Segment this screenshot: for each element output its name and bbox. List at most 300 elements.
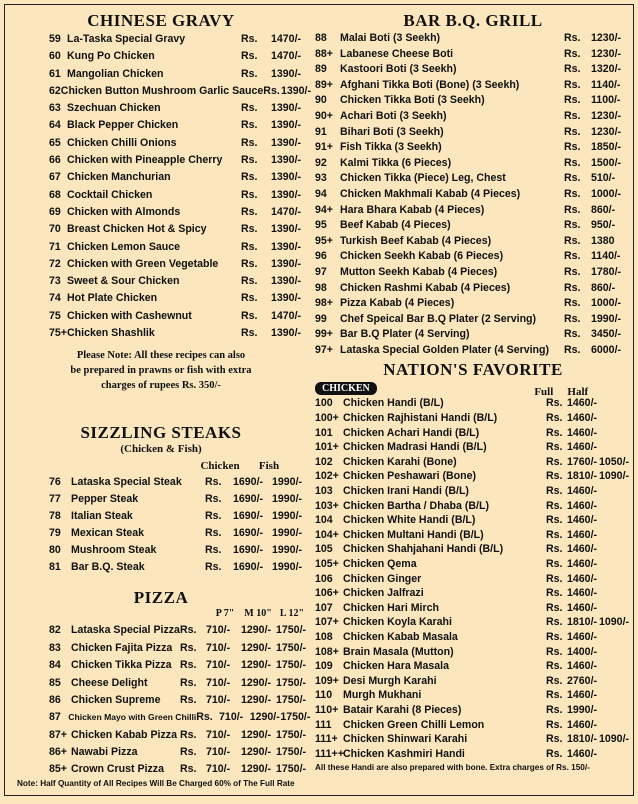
item-price: 1990/- — [591, 312, 622, 325]
item-name: Beef Kabab (4 Pieces) — [340, 219, 451, 232]
item-price: 710/- — [206, 746, 231, 759]
item-price: 1460/- — [567, 441, 598, 454]
menu-item — [11, 559, 311, 576]
item-price: 1780/- — [591, 265, 622, 278]
menu-item — [11, 117, 311, 134]
item-price: 1290/- — [241, 641, 272, 654]
currency-label: Rs. — [180, 676, 197, 689]
item-number: 101+ — [315, 441, 339, 454]
item-price: 1750/- — [276, 676, 307, 689]
currency-label: Rs. — [546, 528, 563, 541]
currency-label: Rs. — [564, 78, 581, 91]
menu-item — [11, 273, 311, 290]
menu-item — [315, 688, 631, 703]
item-number: 87+ — [49, 728, 67, 741]
currency-label: Rs. — [546, 543, 563, 556]
menu-item — [315, 31, 631, 47]
item-number: 111 — [315, 718, 332, 731]
currency-label: Rs. — [205, 561, 222, 574]
item-name: La-Taska Special Gravy — [67, 33, 186, 45]
menu-item — [315, 645, 631, 660]
item-price: 1690/- — [233, 493, 264, 506]
item-price: 1390/- — [271, 188, 302, 201]
menu-item — [11, 622, 311, 639]
item-price: 1850/- — [591, 141, 622, 154]
item-price: 1750/- — [276, 728, 307, 741]
currency-label: Rs. — [241, 223, 258, 236]
pizza-title: PIZZA — [133, 588, 189, 608]
pizza-col-l: L 12" — [279, 608, 305, 620]
item-name: Pepper Steak — [71, 493, 139, 506]
item-number: 79 — [49, 527, 61, 540]
menu-item — [315, 327, 631, 343]
item-number: 88+ — [315, 47, 333, 60]
item-name: Chicken Supreme — [71, 693, 161, 706]
menu-item — [315, 171, 631, 187]
item-name: Achari Boti (3 Seekh) — [340, 109, 447, 122]
currency-label: Rs. — [564, 156, 581, 169]
item-name: Chicken Tikka (Piece) Leg, Chest — [340, 172, 506, 185]
item-name: Kung Po Chicken — [67, 50, 155, 63]
menu-item — [315, 542, 631, 557]
item-name: Mutton Seekh Kabab (4 Pieces) — [340, 265, 498, 278]
nations-title: NATION'S FAVORITE — [383, 360, 563, 380]
item-number: 92 — [315, 156, 327, 169]
item-name: Chicken Shashlik — [67, 327, 155, 340]
sizzling-title: SIZZLING STEAKS — [80, 423, 242, 443]
item-price: 1760/- — [567, 455, 598, 468]
item-price: 3450/- — [591, 328, 622, 341]
item-name: Mangolian Chicken — [67, 67, 164, 80]
item-number: 83 — [49, 641, 61, 654]
menu-item — [315, 732, 631, 747]
currency-label: Rs. — [180, 624, 197, 637]
item-price: 1320/- — [591, 63, 622, 76]
gravy-note-line: Please Note: All these recipes can also — [76, 350, 246, 362]
item-name: Batair Karahi (8 Pieces) — [343, 703, 462, 716]
currency-label: Rs. — [564, 141, 581, 154]
menu-item — [315, 630, 631, 645]
item-price: 1390/- — [271, 136, 302, 149]
item-price: 710/- — [206, 641, 231, 654]
currency-label: Rs. — [180, 641, 197, 654]
item-price: 1810/- — [567, 733, 598, 746]
item-name: Chicken Jalfrazi — [343, 587, 424, 600]
right-column — [315, 11, 631, 772]
sizzling-subtitle: (Chicken & Fish) — [120, 443, 202, 456]
currency-label: Rs. — [180, 763, 197, 776]
item-number: 104 — [315, 514, 333, 527]
currency-label: Rs. — [263, 84, 280, 97]
currency-label: Rs. — [546, 412, 563, 425]
menu-item — [315, 674, 631, 689]
currency-label: Rs. — [564, 32, 581, 44]
item-price: 1500/- — [591, 156, 622, 169]
item-price: 1460/- — [567, 514, 598, 527]
item-number: 100+ — [315, 412, 339, 425]
item-price: 1140/- — [591, 78, 621, 91]
item-price: 1460/- — [567, 689, 598, 702]
item-price: 1000/- — [591, 297, 622, 310]
currency-label: Rs. — [546, 645, 563, 658]
item-price: 1390/- — [271, 102, 302, 115]
chicken-badge: CHICKEN — [315, 382, 377, 395]
left-column — [11, 11, 311, 788]
item-price: 1690/- — [233, 527, 264, 540]
currency-label: Rs. — [196, 711, 213, 724]
item-price: 1460/- — [567, 397, 598, 410]
menu-item — [315, 47, 631, 63]
item-price: 710/- — [206, 763, 231, 776]
menu-item — [315, 557, 631, 572]
item-number: 110+ — [315, 703, 339, 716]
item-price: 1750/- — [276, 659, 307, 672]
item-price: 1290/- — [249, 711, 280, 724]
item-number: 87 — [49, 711, 61, 724]
item-name: Lataska Special Golden Plater (4 Serving) — [340, 343, 550, 356]
currency-label: Rs. — [205, 510, 222, 523]
currency-label: Rs. — [546, 674, 563, 687]
item-name: Cocktail Chicken — [67, 188, 153, 201]
bbq-title: BAR B.Q. GRILL — [403, 11, 543, 30]
item-name: Chicken Green Chilli Lemon — [343, 718, 485, 731]
currency-label: Rs. — [241, 205, 258, 218]
menu-item — [11, 508, 311, 525]
menu-item — [11, 100, 311, 117]
menu-item — [11, 474, 311, 491]
currency-label: Rs. — [564, 203, 581, 216]
sizzling-list — [11, 474, 311, 576]
item-price: 1290/- — [241, 763, 272, 776]
menu-item — [11, 657, 311, 674]
currency-label: Rs. — [564, 281, 581, 294]
item-number: 90+ — [315, 109, 333, 122]
item-name: Chicken White Handi (B/L) — [343, 514, 476, 527]
currency-label: Rs. — [564, 312, 581, 325]
item-number: 98+ — [315, 297, 333, 310]
item-price: 1810/- — [567, 470, 598, 483]
item-number: 76 — [49, 476, 61, 489]
item-name: Desi Murgh Karahi — [343, 674, 437, 687]
item-name: Turkish Beef Kabab (4 Pieces) — [340, 234, 492, 247]
item-price: 1380 — [591, 234, 615, 247]
item-price: 1990/- — [272, 493, 303, 506]
item-number: 73 — [49, 275, 61, 288]
item-number: 105 — [315, 543, 333, 556]
item-number: 68 — [49, 188, 61, 201]
currency-label: Rs. — [564, 219, 581, 232]
item-name: Bihari Boti (3 Seekh) — [340, 125, 444, 138]
menu-item — [315, 396, 631, 411]
currency-label: Rs. — [546, 587, 563, 600]
menu-item — [315, 586, 631, 601]
currency-label: Rs. — [564, 172, 581, 185]
item-number: 106 — [315, 572, 333, 585]
item-number: 78 — [49, 510, 61, 523]
item-number: 85 — [49, 676, 61, 689]
item-number: 109+ — [315, 674, 339, 687]
nations-list — [315, 396, 631, 761]
item-price: 950/- — [591, 219, 616, 232]
item-number: 90 — [315, 94, 327, 107]
item-name: Lataska Special Steak — [71, 476, 182, 489]
currency-label: Rs. — [546, 689, 563, 702]
menu-item — [11, 221, 311, 238]
menu-item — [315, 187, 631, 203]
currency-label: Rs. — [546, 718, 563, 731]
menu-item — [11, 542, 311, 559]
currency-label: Rs. — [546, 426, 563, 439]
item-name: Szechuan Chicken — [67, 102, 161, 115]
currency-label: Rs. — [546, 514, 563, 527]
currency-label: Rs. — [241, 154, 258, 167]
menu-item — [11, 66, 311, 83]
item-number: 102+ — [315, 470, 339, 483]
item-name: Chicken Kashmiri Handi — [343, 747, 465, 760]
item-name: Chicken Rajhistani Handi (B/L) — [343, 412, 498, 425]
item-price: 1390/- — [271, 240, 302, 253]
menu-item — [315, 93, 631, 109]
item-number: 95+ — [315, 234, 333, 247]
item-name: Italian Steak — [71, 510, 133, 523]
currency-label: Rs. — [205, 544, 222, 557]
item-price: 1400/- — [567, 645, 598, 658]
currency-label: Rs. — [241, 188, 258, 201]
item-name: Mexican Steak — [71, 527, 145, 540]
currency-label: Rs. — [205, 476, 222, 489]
menu-item — [11, 152, 311, 169]
menu-item — [315, 572, 631, 587]
item-number: 88 — [315, 32, 327, 44]
item-name: Chicken Mayo with Green Chilli — [68, 712, 197, 723]
item-number: 109 — [315, 660, 333, 673]
chinese-gravy-list — [11, 31, 311, 342]
item-name: Fish Tikka (3 Seekh) — [340, 141, 442, 154]
item-price: 1470/- — [271, 50, 302, 63]
gravy-note-line: be prepared in prawns or fish with extra — [70, 365, 252, 377]
item-price: 1460/- — [567, 558, 598, 570]
item-number: 110 — [315, 689, 333, 702]
item-price: 1460/- — [567, 587, 598, 600]
item-price: 1990/- — [272, 476, 303, 489]
item-number: 61 — [49, 67, 61, 80]
currency-label: Rs. — [546, 630, 563, 643]
pizza-col-p: P 7" — [215, 608, 235, 620]
menu-item — [11, 83, 311, 100]
menu-item — [315, 426, 631, 441]
item-name: Chicken Chilli Onions — [67, 136, 177, 149]
nations-note: All these Handi are also prepared with bone. Extra charges of Rs. 150/- — [315, 763, 590, 773]
item-name: Chicken with Cashewnut — [67, 309, 192, 322]
item-price: 1690/- — [233, 510, 264, 523]
item-name: Chicken Achari Handi (B/L) — [343, 426, 480, 439]
item-number: 97 — [315, 265, 327, 278]
item-name: Pizza Kabab (4 Pieces) — [340, 297, 455, 310]
currency-label: Rs. — [241, 119, 258, 132]
item-price: 1460/- — [567, 718, 598, 731]
menu-item — [11, 31, 311, 48]
currency-label: Rs. — [564, 47, 581, 60]
item-number: 74 — [49, 292, 61, 305]
item-name: Chicken Manchurian — [67, 171, 171, 184]
currency-label: Rs. — [564, 328, 581, 341]
currency-label: Rs. — [546, 572, 563, 585]
item-price: 710/- — [219, 711, 244, 724]
menu-item — [315, 659, 631, 674]
item-price: 860/- — [591, 281, 616, 294]
item-price: 1090/- — [599, 616, 630, 629]
item-number: 111+ — [315, 733, 338, 746]
item-name: Chicken Multani Handi (B/L) — [343, 528, 484, 541]
item-price: 1460/- — [567, 485, 598, 498]
currency-label: Rs. — [546, 747, 563, 760]
item-number: 85+ — [49, 763, 67, 776]
item-price: 1810/- — [567, 616, 598, 629]
item-price: 710/- — [206, 659, 231, 672]
item-name: Labanese Cheese Boti — [340, 47, 454, 60]
item-price: 1460/- — [567, 660, 598, 673]
menu-item — [315, 513, 631, 528]
item-number: 67 — [49, 171, 61, 184]
item-number: 111++ — [315, 747, 344, 760]
item-price: 1290/- — [241, 676, 272, 689]
currency-label: Rs. — [180, 728, 197, 741]
item-name: Chicken Madrasi Handi (B/L) — [343, 441, 487, 454]
item-price: 1990/- — [567, 703, 598, 716]
currency-label: Rs. — [180, 659, 197, 672]
item-number: 98 — [315, 281, 327, 294]
menu-item — [315, 234, 631, 250]
menu-item — [11, 308, 311, 325]
currency-label: Rs. — [546, 397, 563, 410]
menu-item — [11, 640, 311, 657]
item-name: Chicken Button Mushroom Garlic Sauce — [60, 84, 264, 97]
item-price: 1140/- — [591, 250, 621, 263]
item-price: 1690/- — [233, 561, 264, 574]
item-number: 95 — [315, 219, 327, 232]
item-price: 1750/- — [276, 763, 307, 776]
item-number: 89+ — [315, 78, 333, 91]
item-name: Hara Bhara Kabab (4 Pieces) — [340, 203, 485, 216]
menu-item — [11, 135, 311, 152]
item-name: Chicken Peshawari (Bone) — [343, 470, 477, 483]
item-number: 72 — [49, 257, 61, 270]
item-number: 106+ — [315, 587, 339, 600]
gravy-note-line: charges of rupees Rs. 350/- — [101, 380, 221, 392]
currency-label: Rs. — [546, 499, 563, 512]
item-price: 1100/- — [591, 94, 621, 107]
item-name: Chicken Qema — [343, 558, 417, 570]
menu-item — [11, 48, 311, 65]
currency-label: Rs. — [546, 470, 563, 483]
item-price: 1750/- — [276, 746, 307, 759]
menu-item — [11, 727, 311, 744]
menu-item — [315, 411, 631, 426]
item-name: Chicken Shahjahani Handi (B/L) — [343, 543, 504, 556]
item-number: 75 — [49, 309, 61, 322]
nations-col-full: Full — [534, 386, 554, 399]
item-price: 1230/- — [591, 32, 622, 44]
item-name: Chicken with Pineapple Cherry — [67, 154, 223, 167]
item-number: 75+ — [49, 327, 67, 340]
item-number: 105+ — [315, 558, 339, 570]
nations-col-half: Half — [567, 386, 589, 399]
item-price: 1230/- — [591, 47, 622, 60]
menu-item — [315, 249, 631, 265]
item-number: 62 — [49, 84, 61, 97]
item-name: Chicken Hari Mirch — [343, 601, 439, 614]
item-number: 94+ — [315, 203, 333, 216]
pizza-header — [11, 608, 311, 622]
item-price: 1460/- — [567, 426, 598, 439]
currency-label: Rs. — [546, 660, 563, 673]
item-name: Chicken Koyla Karahi — [343, 616, 452, 629]
item-price: 1460/- — [567, 601, 598, 614]
currency-label: Rs. — [241, 327, 258, 340]
item-name: Chicken with Almonds — [67, 205, 181, 218]
item-name: Brain Masala (Mutton) — [343, 645, 454, 658]
item-name: Chicken Shinwari Karahi — [343, 733, 468, 746]
item-number: 91+ — [315, 141, 333, 154]
item-price: 1290/- — [241, 624, 272, 637]
currency-label: Rs. — [564, 343, 581, 356]
menu-item — [315, 615, 631, 630]
item-number: 69 — [49, 205, 61, 218]
item-price: 1390/- — [271, 154, 302, 167]
menu-item — [315, 343, 631, 359]
item-number: 108+ — [315, 645, 339, 658]
item-price: 1090/- — [599, 733, 630, 746]
currency-label: Rs. — [241, 136, 258, 149]
item-price: 1390/- — [271, 67, 302, 80]
item-price: 1000/- — [591, 187, 622, 200]
menu-item — [315, 499, 631, 514]
item-price: 1460/- — [567, 630, 598, 643]
item-price: 1990/- — [272, 527, 303, 540]
menu-item — [315, 469, 631, 484]
currency-label: Rs. — [546, 441, 563, 454]
item-price: 1390/- — [271, 119, 302, 132]
item-number: 100 — [315, 397, 333, 410]
item-name: Afghani Tikka Boti (Bone) (3 Seekh) — [340, 78, 520, 91]
item-name: Breast Chicken Hot & Spicy — [67, 223, 207, 236]
item-price: 1390/- — [271, 257, 302, 270]
menu-item — [11, 491, 311, 508]
item-number: 59 — [49, 33, 61, 45]
item-price: 1470/- — [271, 33, 302, 45]
currency-label: Rs. — [546, 455, 563, 468]
item-name: Murgh Mukhani — [343, 689, 422, 702]
item-number: 94 — [315, 187, 327, 200]
menu-item — [315, 528, 631, 543]
menu-item — [11, 169, 311, 186]
currency-label: Rs. — [205, 527, 222, 540]
item-name: Chicken Fajita Pizza — [71, 641, 173, 654]
item-price: 1460/- — [567, 747, 598, 760]
pizza-note: Note: Half Quantity of All Recipes Will Be Charged 60% of The Full Rate — [17, 778, 295, 788]
menu-item — [315, 109, 631, 125]
currency-label: Rs. — [241, 257, 258, 270]
gravy-note — [11, 348, 311, 393]
item-number: 99 — [315, 312, 327, 325]
menu-item — [11, 744, 311, 761]
currency-label: Rs. — [241, 102, 258, 115]
item-number: 107 — [315, 601, 333, 614]
item-price: 1750/- — [276, 641, 307, 654]
menu-item — [11, 256, 311, 273]
item-name: Bar B.Q. Steak — [71, 561, 145, 574]
currency-label: Rs. — [564, 234, 581, 247]
